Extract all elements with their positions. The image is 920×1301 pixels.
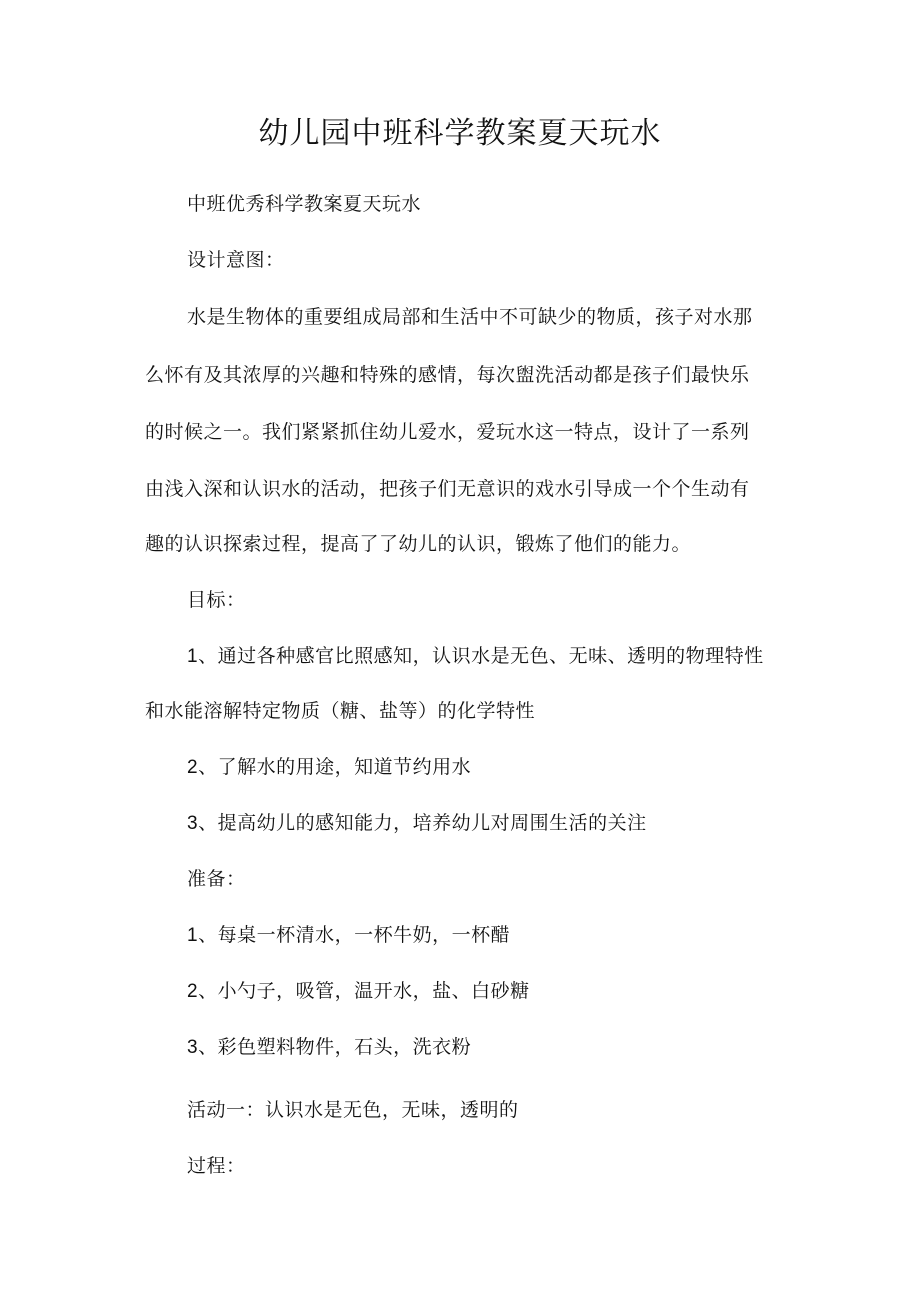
prep-text: 、每桌一杯清水，一杯牛奶，一杯醋: [198, 924, 511, 946]
goal-item-3: [187, 809, 827, 838]
design-paragraph-line: 趣的认识探索过程，提高了了幼儿的认识，锻炼了他们的能力。: [145, 533, 692, 555]
prep-number: 2: [187, 981, 199, 1002]
goal-item-1-continued: 和水能溶解特定物质（糖、盐等）的化学特性: [145, 700, 536, 722]
goal-text: 、了解水的用途，知道节约用水: [198, 756, 472, 778]
design-paragraph-line: 由浅入深和认识水的活动，把孩子们无意识的戏水引导成一个个生动有: [145, 478, 750, 500]
goal-text: 、通过各种感官比照感知，认识水是无色、无味、透明的物理特性: [198, 645, 764, 667]
prep-item-1: [187, 921, 827, 950]
document-subtitle: 中班优秀科学教案夏天玩水: [187, 193, 422, 215]
goals-heading: 目标：: [187, 589, 246, 611]
prep-heading: 准备：: [187, 868, 246, 890]
activity-1-heading: 活动一：认识水是无色，无味，透明的: [187, 1099, 519, 1121]
prep-number: 3: [187, 1037, 199, 1058]
process-heading: 过程：: [187, 1155, 246, 1177]
goal-item-1: [187, 642, 827, 671]
prep-text: 、彩色塑料物件，石头，洗衣粉: [198, 1036, 472, 1058]
goal-number: 1: [187, 646, 199, 667]
prep-item-2: [187, 977, 827, 1006]
design-paragraph-line: 水是生物体的重要组成局部和生活中不可缺少的物质，孩子对水那: [187, 306, 753, 328]
prep-number: 1: [187, 925, 199, 946]
prep-item-3: [187, 1033, 827, 1062]
design-paragraph-line: 的时候之一。我们紧紧抓住幼儿爱水，爱玩水这一特点，设计了一系列: [145, 421, 750, 443]
document-title: 幼儿园中班科学教案夏天玩水: [258, 116, 662, 151]
design-heading: 设计意图：: [187, 249, 285, 271]
goal-number: 3: [187, 813, 199, 834]
prep-text: 、小勺子，吸管，温开水，盐、白砂糖: [198, 980, 530, 1002]
goal-text: 、提高幼儿的感知能力，培养幼儿对周围生活的关注: [198, 812, 647, 834]
goal-item-2: [187, 753, 827, 782]
goal-number: 2: [187, 757, 199, 778]
design-paragraph-line: 么怀有及其浓厚的兴趣和特殊的感情，每次盥洗活动都是孩子们最快乐: [145, 364, 750, 386]
